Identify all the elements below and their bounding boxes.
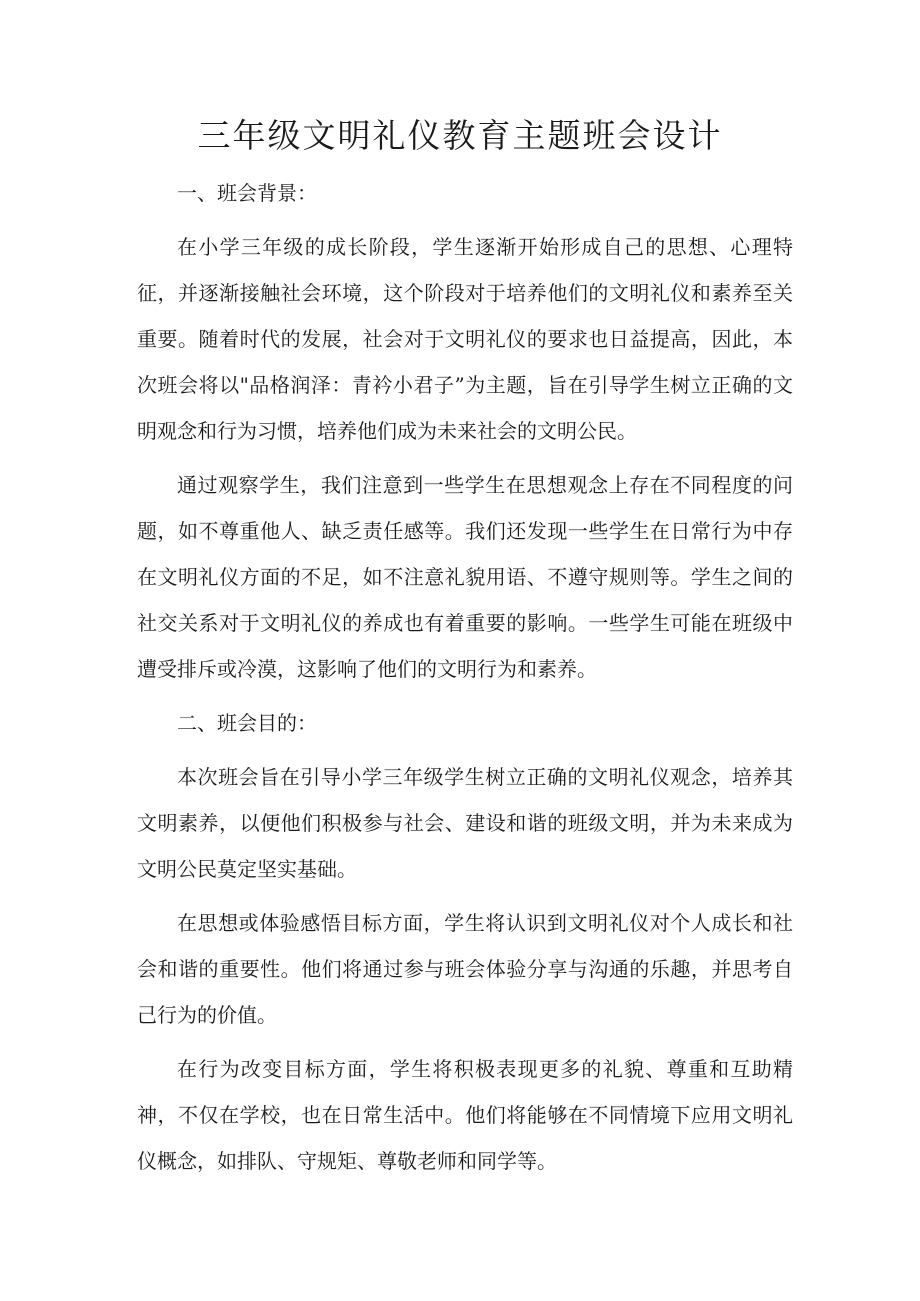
paragraph-purpose-1: 本次班会旨在引导小学三年级学生树立正确的文明礼仪观念，培养其文明素养，以便他们积极参与社会、建设和谐的班级文明，并为未来成为文明公民莫定坚实基础。 <box>137 765 793 881</box>
paragraph-background-1: 在小学三年级的成长阶段，学生逐渐开始形成自己的思想、心理特征，并逐渐接触社会环境，这个阶段对于培养他们的文明礼仪和素养至关重要。随着时代的发展，社会对于文明礼仪的要求也日益提高，因此，本次班会将以"品格润泽：青衿小君子”为主题，旨在引导学生树立正确的文明观念和行为习惯，培养他们成为未来社会的文明公民。 <box>137 235 793 443</box>
document-title: 三年级文明礼仪教育主题班会设计 <box>197 116 723 155</box>
paragraph-purpose-2: 在思想或体验感悟目标方面，学生将认识到文明礼仪对个人成长和社会和谐的重要性。他们将通过参与班会体验分享与沟通的乐趣，并思考自己行为的价值。 <box>137 911 793 1027</box>
section-heading-purpose: 二、班会目的： <box>177 711 317 735</box>
document-body <box>137 170 793 1192</box>
section-heading-background: 一、班会背景： <box>177 181 317 205</box>
paragraph-purpose-3: 在行为改变目标方面，学生将积极表现更多的礼貌、尊重和互助精神，不仅在学校，也在日常生活中。他们将能够在不同情境下应用文明礼仪概念，如排队、守规矩、尊敬老师和同学等。 <box>137 1057 793 1173</box>
paragraph-background-2: 通过观察学生，我们注意到一些学生在思想观念上存在不同程度的问题，如不尊重他人、缺乏责任感等。我们还发现一些学生在日常行为中存在文明礼仪方面的不足，如不注意礼貌用语、不遵守规则等。学生之间的社交关系对于文明礼仪的养成也有着重要的影响。一些学生可能在班级中遭受排斥或冷漠，这影响了他们的文明行为和素养。 <box>137 473 793 681</box>
